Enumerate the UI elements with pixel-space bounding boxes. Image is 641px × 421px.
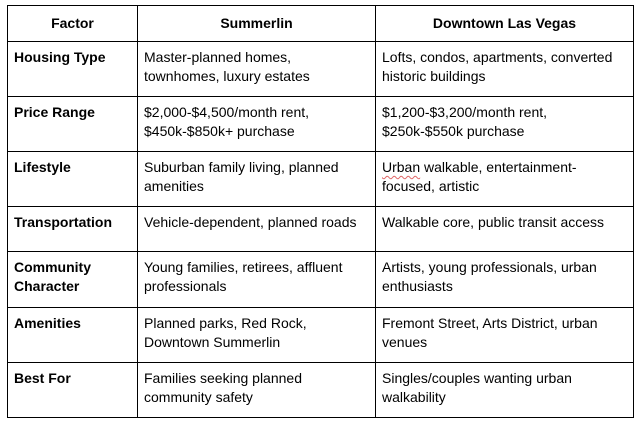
- table-row: [8, 207, 634, 252]
- row-factor-cell: Price Range: [8, 97, 138, 152]
- summerlin-cell: $2,000-$4,500/month rent, $450k-$850k+ purchase: [138, 97, 376, 152]
- summerlin-cell: Suburban family living, planned amenities: [138, 152, 376, 207]
- downtown-cell: $1,200-$3,200/month rent, $250k-$550k purchase: [376, 97, 634, 152]
- summerlin-cell: Families seeking planned community safety: [138, 363, 376, 418]
- row-factor-cell: Community Character: [8, 252, 138, 308]
- summerlin-cell: Master-planned homes, townhomes, luxury estates: [138, 42, 376, 97]
- comparison-table-container: [7, 5, 633, 418]
- header-downtown: Downtown Las Vegas: [376, 6, 634, 42]
- table-row: [8, 97, 634, 152]
- summerlin-cell: Young families, retirees, affluent professionals: [138, 252, 376, 308]
- row-factor-cell: Lifestyle: [8, 152, 138, 207]
- row-factor-cell: Amenities: [8, 308, 138, 363]
- header-summerlin: Summerlin: [138, 6, 376, 42]
- table-row: [8, 308, 634, 363]
- table-row: [8, 42, 634, 97]
- header-factor: Factor: [8, 6, 138, 42]
- summerlin-cell: Vehicle-dependent, planned roads: [138, 207, 376, 252]
- table-header-row: [8, 6, 634, 42]
- downtown-cell: Lofts, condos, apartments, converted historic buildings: [376, 42, 634, 97]
- downtown-cell: [376, 152, 634, 207]
- downtown-cell: Walkable core, public transit access: [376, 207, 634, 252]
- row-factor-cell: Housing Type: [8, 42, 138, 97]
- row-factor-cell: Transportation: [8, 207, 138, 252]
- spellcheck-flagged-word[interactable]: Urban: [382, 159, 421, 175]
- downtown-cell-text: walkable, entertainment-focused, artistic: [382, 159, 577, 194]
- table-row: [8, 152, 634, 207]
- row-factor-cell: Best For: [8, 363, 138, 418]
- comparison-table: [7, 5, 634, 418]
- downtown-cell: Singles/couples wanting urban walkability: [376, 363, 634, 418]
- downtown-cell: Fremont Street, Arts District, urban venues: [376, 308, 634, 363]
- table-row: [8, 252, 634, 308]
- table-row: [8, 363, 634, 418]
- summerlin-cell: Planned parks, Red Rock, Downtown Summerlin: [138, 308, 376, 363]
- downtown-cell: Artists, young professionals, urban enthusiasts: [376, 252, 634, 308]
